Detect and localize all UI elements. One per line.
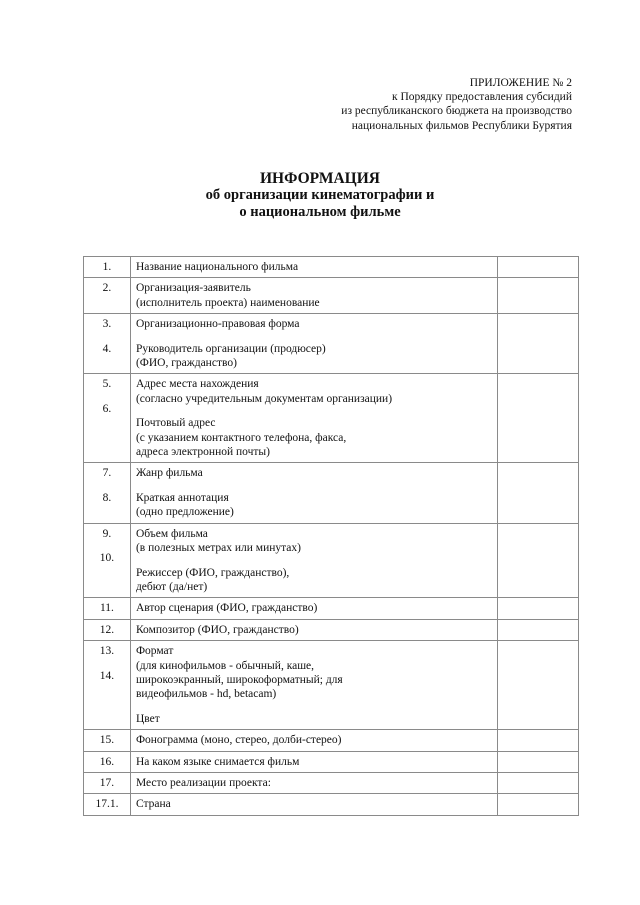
appendix-header [341,76,572,133]
item-number: 1. [102,261,112,273]
row-number-cell [84,463,131,523]
item-number: 17.1. [95,798,119,811]
item-number: 7. [102,467,112,480]
title-subtitle-2: о национальном фильме [239,204,401,220]
table-row [84,619,579,640]
table-row [84,730,579,751]
row-number-cell [84,751,131,772]
value-input-cell[interactable] [498,374,579,463]
value-input-cell[interactable] [498,641,579,730]
item-number: 12. [99,623,115,636]
item-number: 6. [102,402,112,415]
value-input-cell[interactable] [498,772,579,793]
row-label-cell [130,463,497,523]
row-number-cell [84,598,131,619]
value-input-cell[interactable] [498,751,579,772]
row-number-cell [84,314,131,374]
table-row [84,794,579,815]
item-label: Формат (для кинофильмов - обычный, каше, широкоэкранный, широкоформатный; для видеофильмов - hd, betacam) [135,645,343,701]
row-label-cell [130,314,497,374]
row-label-cell [130,278,497,314]
row-number-cell [84,794,131,815]
row-label-cell [130,598,497,619]
item-label: Объем фильма (в полезных метрах или минутах) [135,527,301,555]
table-row [84,314,579,374]
value-input-cell[interactable] [498,463,579,523]
row-number-cell [84,772,131,793]
item-number: 4. [102,342,112,355]
item-label: Автор сценария (ФИО, гражданство) [135,602,318,615]
value-input-cell[interactable] [498,278,579,314]
item-label: Композитор (ФИО, гражданство) [135,623,299,636]
appendix-ref-line-1: к Порядку предоставления субсидий [392,91,572,104]
row-label-cell [130,257,497,278]
row-number-cell [84,641,131,730]
value-input-cell[interactable] [498,730,579,751]
table-row [84,641,579,730]
item-label: Цвет [135,712,160,725]
appendix-ref-line-2: из республиканского бюджета на производство [341,105,572,118]
item-number: 5. [102,378,112,391]
item-number: 15. [99,734,115,747]
value-input-cell[interactable] [498,314,579,374]
item-label: Адрес места нахождения (согласно учредительным документам организации) [135,378,393,405]
value-input-cell[interactable] [498,794,579,815]
form-table-body [84,257,579,816]
item-number: 17. [99,776,115,789]
table-row [84,523,579,598]
value-input-cell[interactable] [498,619,579,640]
item-label: Название национального фильма [135,261,299,273]
value-input-cell[interactable] [498,257,579,278]
item-number: 8. [102,491,112,504]
item-label: Фонограмма (моно, стерео, долби-стерео) [135,734,342,747]
document-title [0,170,640,221]
item-number: 3. [102,318,112,331]
value-input-cell[interactable] [498,598,579,619]
table-row [84,278,579,314]
item-number: 11. [99,602,114,615]
item-label: Жанр фильма [135,467,203,480]
item-label: Краткая аннотация (одно предложение) [135,491,234,519]
table-row [84,374,579,463]
item-label: Страна [135,798,171,811]
value-input-cell[interactable] [498,523,579,598]
item-label: Руководитель организации (продюсер) (ФИО, гражданство) [135,342,326,370]
table-row [84,598,579,619]
row-number-cell [84,523,131,598]
table-row [84,257,579,278]
item-number: 16. [99,755,115,768]
title-main: ИНФОРМАЦИЯ [260,170,380,187]
table-row [84,751,579,772]
item-label: Организационно-правовая форма [135,318,300,331]
item-label: Почтовый адрес (с указанием контактного телефона, факса, адреса электронной почты) [135,417,347,459]
row-label-cell [130,374,497,463]
item-label: Режиссер (ФИО, гражданство), дебют (да/нет) [135,566,290,593]
row-label-cell [130,794,497,815]
title-subtitle-1: об организации кинематографии и [205,187,435,203]
appendix-number: ПРИЛОЖЕНИЕ № 2 [469,77,572,89]
row-label-cell [130,730,497,751]
row-number-cell [84,374,131,463]
row-label-cell [130,619,497,640]
table-row [84,463,579,523]
item-number: 13. [99,645,115,658]
row-label-cell [130,523,497,598]
item-number: 2. [102,282,112,295]
table-row [84,772,579,793]
item-number: 10. [99,552,115,565]
item-label: Организация-заявитель (исполнитель проекта) наименование [135,282,320,309]
row-number-cell [84,257,131,278]
item-label: Место реализации проекта: [135,776,271,789]
row-number-cell [84,278,131,314]
row-label-cell [130,751,497,772]
info-form-table [83,256,579,816]
item-number: 9. [102,527,112,540]
appendix-ref-line-3: национальных фильмов Республики Бурятия [351,119,572,132]
item-label: На каком языке снимается фильм [135,755,300,768]
row-number-cell [84,619,131,640]
row-label-cell [130,641,497,730]
item-number: 14. [99,669,115,682]
row-label-cell [130,772,497,793]
row-number-cell [84,730,131,751]
